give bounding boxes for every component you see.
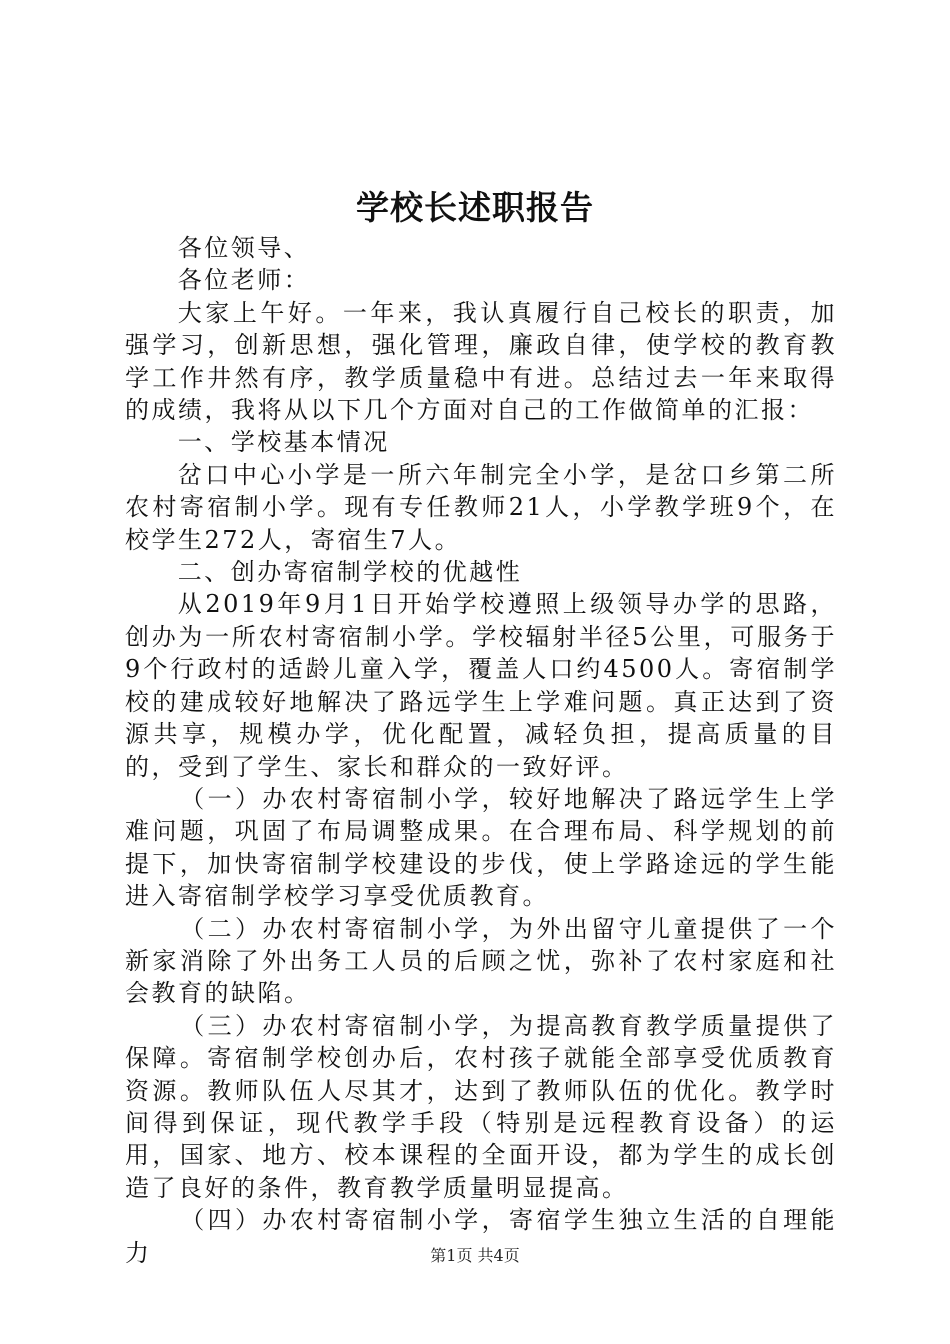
section-heading-basic-info: 一、学校基本情况 bbox=[177, 428, 390, 457]
advantages-paragraph: 从2019年9月1日开始学校遵照上级领导办学的思路，创办为一所农村寄宿制小学。学校辐射半径5公里，可服务于9个行政村的适龄儿童入学，覆盖人口约4500人。寄宿制学校的建成较好地解决了路远学生上学难问题。真正达到了资源共享，规模办学，优化配置，减轻负担，提高质量的目的，受到了学生、家长和群众的一致好评。 bbox=[125, 590, 837, 781]
advantage-item-4: （四）办农村寄宿制小学，寄宿学生独立生活的自理能力 bbox=[125, 1206, 837, 1267]
document-body bbox=[125, 232, 837, 1269]
basic-info-paragraph: 岔口中心小学是一所六年制完全小学，是岔口乡第二所农村寄宿制小学。现有专任教师21人，小学教学班9个，在校学生272人，寄宿生7人。 bbox=[125, 460, 837, 554]
intro-paragraph: 大家上午好。一年来，我认真履行自己校长的职责，加强学习，创新思想，强化管理，廉政自律，使学校的教育教学工作井然有序，教学质量稳中有进。总结过去一年来取得的成绩，我将从以下几个方面对自己的工作做简单的汇报： bbox=[125, 298, 837, 425]
document-title: 学校长述职报告 bbox=[356, 188, 594, 227]
advantage-item-3: （三）办农村寄宿制小学，为提高教育教学质量提供了保障。寄宿制学校创办后，农村孩子就能全部享受优质教育资源。教师队伍人尽其才，达到了教师队伍的优化。教学时间得到保证，现代教学手段（特别是远程教育设备）的运用，国家、地方、校本课程的全面开设，都为学生的成长创造了良好的条件，教育教学质量明显提高。 bbox=[125, 1011, 837, 1202]
section-heading-advantages: 二、创办寄宿制学校的优越性 bbox=[177, 558, 523, 587]
salutation-teachers: 各位老师： bbox=[177, 266, 311, 295]
salutation-leaders: 各位领导、 bbox=[177, 234, 311, 262]
page-footer: 第1页 共4页 bbox=[430, 1246, 520, 1265]
advantage-item-2: （二）办农村寄宿制小学，为外出留守儿童提供了一个新家消除了外出务工人员的后顾之忧，弥补了农村家庭和社会教育的缺陷。 bbox=[125, 914, 837, 1008]
advantage-item-1: （一）办农村寄宿制小学，较好地解决了路远学生上学难问题，巩固了布局调整成果。在合理布局、科学规划的前提下，加快寄宿制学校建设的步伐，使上学路途远的学生能进入寄宿制学校学习享受优质教育。 bbox=[125, 784, 837, 911]
